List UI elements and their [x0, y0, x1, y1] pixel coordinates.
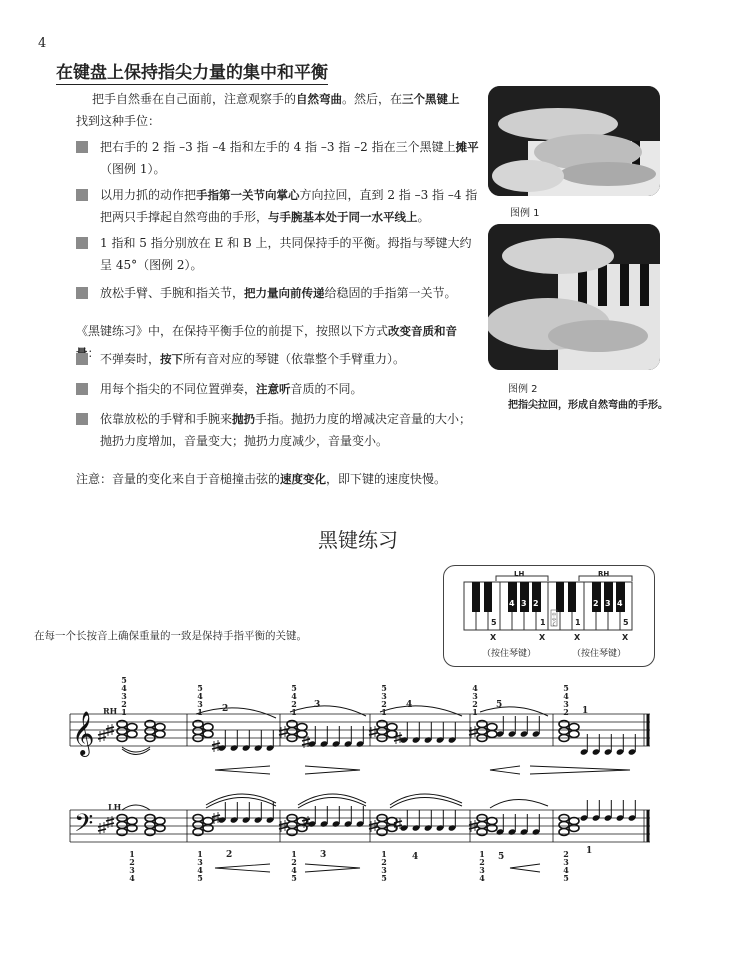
treble-chords [98, 721, 579, 755]
bullet-square-icon [76, 287, 88, 299]
instruction-text: 在每一个长按音上确保重量的一致是保持手指平衡的关键。 [34, 630, 307, 642]
white-key-finger: 1 [575, 618, 581, 627]
lh-chord-fingering: 1 2 4 5 [291, 849, 297, 883]
black-key-finger: 3 [521, 599, 527, 608]
figure-2-description: 把指尖拉回，形成自然弯曲的手形。 [508, 400, 668, 411]
bullet-square-icon [76, 383, 88, 395]
lh-chord-fingering: 1 3 4 5 [197, 849, 203, 883]
bullet-square-icon [76, 141, 88, 153]
rh-run-finger: 1 [582, 706, 589, 716]
rh-chord-fingering: 5 4 3 2 [563, 683, 569, 717]
page-number: 4 [38, 36, 47, 51]
bullet-square-icon [76, 413, 88, 425]
rh-run-finger: 2 [222, 704, 229, 714]
bullet-item: 放松手臂、手腕和指关节，把力量向前传递给稳固的手指第一关节。 [76, 282, 480, 304]
practice-bullet: 依靠放松的手臂和手腕来抛扔手指。抛扔力度的增减决定音量的大小；抛扔力度增加，音量变大；抛扔力度减少，音量变小。 [76, 408, 480, 452]
white-key-finger: 5 [491, 618, 497, 627]
bass-chords [98, 805, 579, 836]
white-key-finger: 5 [623, 618, 629, 627]
black-key-finger: 2 [593, 599, 599, 608]
lh-run-finger: 3 [320, 850, 327, 860]
lh-run-finger: 1 [586, 846, 593, 856]
bullet-square-icon [76, 237, 88, 249]
lh-chord-fingering: 1 2 3 4 [129, 849, 135, 883]
keyboard-diagram [443, 565, 655, 667]
practice-bullet: 用每个指尖的不同位置弹奏，注意听音质的不同。 [76, 378, 480, 400]
rh-chord-fingering: 5 4 2 1 [291, 683, 297, 717]
lh-staff-label: LH [108, 802, 122, 812]
rh-run-finger: 4 [406, 700, 413, 710]
section-title: 黑键练习 [318, 528, 398, 552]
x-mark: X [574, 633, 581, 642]
practice-bullet: 不弹奏时，按下所有音对应的琴键（依靠整个手臂重力）。 [76, 348, 480, 370]
hand-on-keys-illustration [488, 86, 660, 196]
lh-chord-fingering: 2 3 4 5 [563, 849, 569, 883]
hold-keys-label: （按住琴键） [482, 649, 537, 659]
bullet-item: 把右手的 2 指 –3 指 –4 指和左手的 4 指 –3 指 –2 指在三个黑键上摊平（图例 1）。 [76, 136, 480, 180]
figure-1-photo [488, 86, 660, 196]
lh-run-finger: 4 [412, 852, 419, 862]
music-score [0, 670, 730, 890]
curved-hand-illustration [488, 224, 660, 370]
figure-2-caption: 图例 2 [508, 384, 538, 395]
bullet-item: 1 指和 5 指分别放在 E 和 B 上，共同保持手的平衡。拇指与琴键大约呈 45°（图例 2）。 [76, 232, 480, 276]
rh-chord-fingering: 4 3 2 1 [472, 683, 478, 717]
rh-chord-fingering: 5 4 3 1 [197, 683, 203, 717]
rh-label: RH [598, 570, 610, 578]
x-mark: X [622, 633, 629, 642]
hold-keys-label: （按住琴键） [572, 649, 627, 659]
lh-label: LH [514, 570, 525, 578]
rh-staff-label: RH [103, 706, 118, 716]
middle-c-label: 中央C [552, 612, 556, 627]
figure-1-caption: 图例 1 [510, 208, 540, 219]
bullet-square-icon [76, 189, 88, 201]
treble-clef-icon: 𝄞 [72, 711, 95, 755]
practice-intro: 《黑键练习》中，在保持平衡手位的前提下，按照以下方式改变音质和音 ： [76, 324, 458, 360]
bass-clef-icon: 𝄢 [74, 809, 94, 844]
bass-runs [206, 794, 636, 836]
x-mark: X [490, 633, 497, 642]
white-key-finger: 1 [540, 618, 546, 627]
note-paragraph: 注意：音量的变化来自于音槌撞击弦的速度变化，即下键的速度快慢。 [76, 472, 447, 486]
bullet-square-icon [76, 353, 88, 365]
black-key-finger: 3 [605, 599, 611, 608]
rh-chord-fingering: 5 4 3 2 1 [121, 675, 127, 717]
rh-chord-fingering: 5 3 2 1 [381, 683, 387, 717]
lh-run-finger: 2 [226, 850, 233, 860]
lh-run-finger: 5 [498, 852, 505, 862]
figure-2-photo [488, 224, 660, 370]
x-mark: X [539, 633, 546, 642]
lh-chord-fingering: 1 2 3 5 [381, 849, 387, 883]
rh-run-finger: 5 [496, 700, 503, 710]
black-key-finger: 4 [617, 599, 623, 608]
lh-chord-fingering: 1 2 3 4 [479, 849, 485, 883]
rh-run-finger: 3 [314, 700, 321, 710]
bullet-item: 以用力抓的动作把手指第一关节向掌心方向拉回，直到 2 指 –3 指 –4 指把两只手撑起自然弯曲的手形，与手腕基本处于同一水平线上。 [76, 184, 480, 228]
intro-paragraph: 把手自然垂在自己面前，注意观察手的自然弯曲。然后，在三个黑键上找到这种手位： [76, 92, 460, 128]
black-key-finger: 2 [533, 599, 539, 608]
black-key-finger: 4 [509, 599, 515, 608]
page-heading: 在键盘上保持指尖力量的集中和平衡 [56, 58, 328, 85]
